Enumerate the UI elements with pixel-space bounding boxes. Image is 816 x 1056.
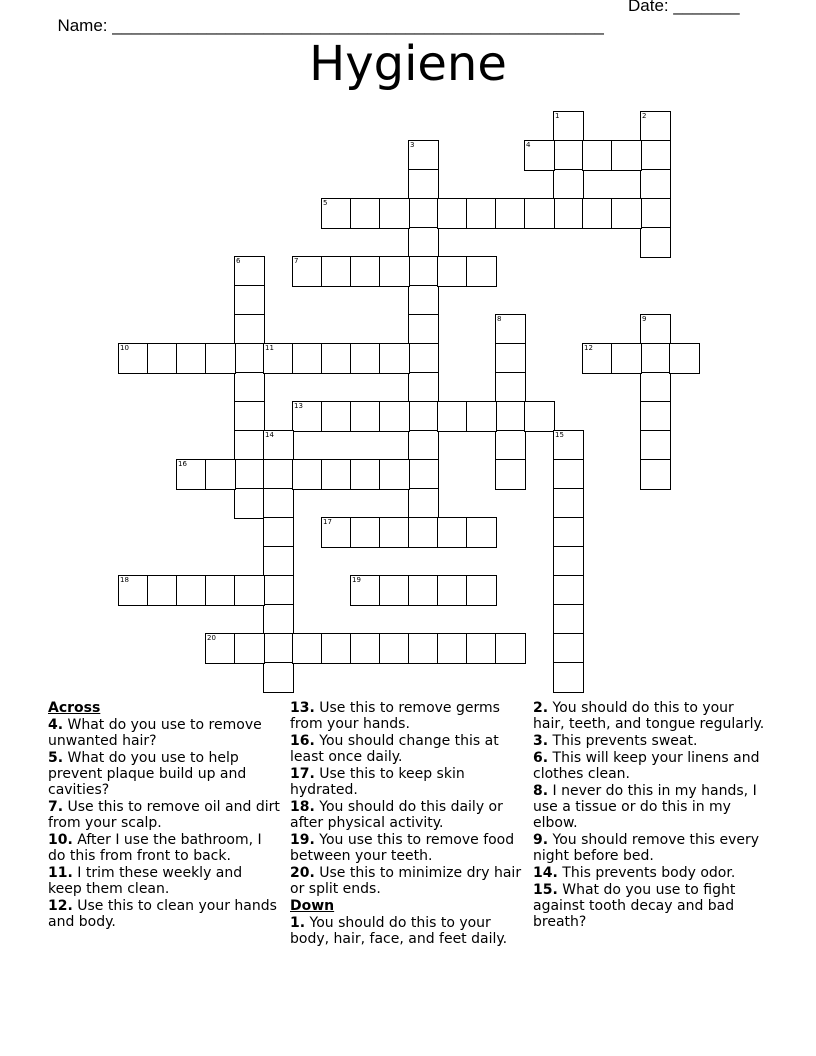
clue-across-16: 16. You should change this at least once daily.	[290, 733, 499, 765]
grid-cell[interactable]	[495, 459, 526, 490]
grid-cell[interactable]	[234, 343, 265, 374]
grid-cell[interactable]	[495, 314, 526, 345]
clue-number: 16	[178, 460, 187, 468]
grid-cell[interactable]	[466, 198, 497, 229]
grid-cell[interactable]	[379, 343, 410, 374]
grid-cell[interactable]	[147, 575, 178, 606]
grid-cell[interactable]	[640, 459, 671, 490]
grid-cell[interactable]	[524, 198, 555, 229]
grid-cell[interactable]	[350, 459, 381, 490]
grid-cell[interactable]	[379, 401, 410, 432]
clue-across-13: 13. Use this to remove germs from your hands.	[290, 700, 500, 732]
grid-cell[interactable]	[553, 604, 584, 635]
grid-cell[interactable]	[611, 140, 642, 171]
clue-column-3	[533, 700, 765, 931]
grid-cell[interactable]	[640, 111, 671, 142]
clue-number: 12	[584, 344, 593, 352]
grid-cell[interactable]	[408, 633, 439, 664]
grid-cell[interactable]	[408, 430, 439, 461]
grid-cell[interactable]	[495, 401, 526, 432]
grid-cell[interactable]	[495, 343, 526, 374]
grid-cell[interactable]	[466, 575, 497, 606]
grid-cell[interactable]	[553, 198, 584, 229]
grid-cell[interactable]	[118, 575, 149, 606]
clue-column-1	[48, 700, 280, 931]
clue-number: 9	[642, 315, 647, 323]
clue-across-19: 19. You use this to remove food between your teeth.	[290, 832, 515, 864]
grid-cell[interactable]	[495, 198, 526, 229]
grid-cell[interactable]	[495, 372, 526, 403]
grid-cell[interactable]	[379, 517, 410, 548]
grid-cell[interactable]	[553, 662, 584, 693]
grid-cell[interactable]	[292, 343, 323, 374]
clue-number: 13	[294, 402, 303, 410]
grid-cell[interactable]	[640, 430, 671, 461]
grid-cell[interactable]	[263, 517, 294, 548]
clue-number: 18	[120, 576, 129, 584]
grid-cell[interactable]	[495, 633, 526, 664]
grid-cell[interactable]	[234, 488, 265, 519]
clue-down-6: 6. This will keep your linens and clothes clean.	[533, 750, 760, 782]
grid-cell[interactable]	[292, 401, 323, 432]
grid-cell[interactable]	[553, 546, 584, 577]
grid-cell[interactable]	[553, 111, 584, 142]
grid-cell[interactable]	[408, 140, 439, 171]
grid-cell[interactable]	[466, 517, 497, 548]
grid-cell[interactable]	[553, 430, 584, 461]
grid-cell[interactable]	[553, 140, 584, 171]
grid-cell[interactable]	[408, 227, 439, 258]
grid-cell[interactable]	[437, 401, 468, 432]
clue-number: 4	[526, 141, 531, 149]
grid-cell[interactable]	[466, 633, 497, 664]
grid-cell[interactable]	[379, 198, 410, 229]
grid-cell[interactable]	[524, 401, 555, 432]
grid-cell[interactable]	[379, 256, 410, 287]
clue-number: 8	[497, 315, 502, 323]
grid-cell[interactable]	[640, 227, 671, 258]
clue-down-14: 14. This prevents body odor.	[533, 865, 736, 881]
clue-number: 20	[207, 634, 216, 642]
clue-number: 19	[352, 576, 361, 584]
grid-cell[interactable]	[292, 256, 323, 287]
grid-cell[interactable]	[205, 633, 236, 664]
grid-cell[interactable]	[263, 662, 294, 693]
grid-cell[interactable]	[553, 169, 584, 200]
grid-cell[interactable]	[234, 256, 265, 287]
grid-cell[interactable]	[321, 198, 352, 229]
down-heading: Down	[290, 898, 335, 914]
grid-cell[interactable]	[234, 285, 265, 316]
date-label: Date: _______	[628, 0, 740, 15]
clue-number: 2	[642, 112, 647, 120]
grid-cell[interactable]	[176, 343, 207, 374]
clue-down-8: 8. I never do this in my hands, I use a tissue or do this in my elbow.	[533, 783, 757, 831]
grid-cell[interactable]	[234, 401, 265, 432]
grid-cell[interactable]	[350, 633, 381, 664]
grid-cell[interactable]	[408, 575, 439, 606]
grid-cell[interactable]	[611, 198, 642, 229]
grid-cell[interactable]	[437, 256, 468, 287]
grid-cell[interactable]	[408, 517, 439, 548]
grid-cell[interactable]	[147, 343, 178, 374]
grid-cell[interactable]	[640, 401, 671, 432]
grid-cell[interactable]	[321, 517, 352, 548]
grid-cell[interactable]	[582, 198, 613, 229]
grid-cell[interactable]	[408, 459, 439, 490]
grid-cell[interactable]	[234, 633, 265, 664]
grid-cell[interactable]	[234, 459, 265, 490]
grid-cell[interactable]	[234, 372, 265, 403]
clue-column-2	[290, 700, 522, 948]
grid-cell[interactable]	[321, 633, 352, 664]
grid-cell[interactable]	[466, 401, 497, 432]
across-heading: Across	[48, 700, 101, 716]
grid-cell[interactable]	[408, 285, 439, 316]
grid-cell[interactable]	[553, 459, 584, 490]
grid-cell[interactable]	[205, 343, 236, 374]
grid-cell[interactable]	[640, 198, 671, 229]
grid-cell[interactable]	[263, 343, 294, 374]
grid-cell[interactable]	[263, 546, 294, 577]
clue-across-5: 5. What do you use to help prevent plaque build up and cavities?	[48, 750, 247, 798]
grid-cell[interactable]	[640, 314, 671, 345]
grid-cell[interactable]	[611, 343, 642, 374]
clue-across-20: 20. Use this to minimize dry hair or split ends.	[290, 865, 522, 897]
grid-cell[interactable]	[321, 401, 352, 432]
grid-cell[interactable]	[176, 575, 207, 606]
grid-cell[interactable]	[263, 488, 294, 519]
clue-down-9: 9. You should remove this every night before bed.	[533, 832, 760, 864]
clue-number: 15	[555, 431, 564, 439]
grid-cell[interactable]	[408, 372, 439, 403]
clue-across-12: 12. Use this to clean your hands and body.	[48, 898, 277, 930]
grid-cell[interactable]	[234, 314, 265, 345]
grid-cell[interactable]	[408, 314, 439, 345]
grid-cell[interactable]	[408, 343, 439, 374]
grid-cell[interactable]	[582, 343, 613, 374]
clue-down-15: 15. What do you use to fight against tooth decay and bad breath?	[533, 882, 736, 930]
clue-across-11: 11. I trim these weekly and keep them clean.	[48, 865, 243, 897]
grid-cell[interactable]	[582, 140, 613, 171]
clue-number: 6	[236, 257, 241, 265]
clue-across-17: 17. Use this to keep skin hydrated.	[290, 766, 465, 798]
clue-across-7: 7. Use this to remove oil and dirt from your scalp.	[48, 799, 280, 831]
grid-cell[interactable]	[524, 140, 555, 171]
grid-cell[interactable]	[408, 169, 439, 200]
clue-number: 1	[555, 112, 560, 120]
grid-cell[interactable]	[408, 198, 439, 229]
grid-cell[interactable]	[640, 140, 671, 171]
grid-cell[interactable]	[118, 343, 149, 374]
grid-cell[interactable]	[553, 633, 584, 664]
clue-number: 7	[294, 257, 299, 265]
grid-cell[interactable]	[553, 575, 584, 606]
grid-cell[interactable]	[350, 575, 381, 606]
grid-cell[interactable]	[176, 459, 207, 490]
grid-cell[interactable]	[292, 633, 323, 664]
grid-cell[interactable]	[437, 633, 468, 664]
grid-cell[interactable]	[379, 633, 410, 664]
grid-cell[interactable]	[321, 459, 352, 490]
grid-cell[interactable]	[292, 459, 323, 490]
grid-cell[interactable]	[350, 517, 381, 548]
grid-cell[interactable]	[408, 488, 439, 519]
clue-number: 3	[410, 141, 415, 149]
clue-across-18: 18. You should do this daily or after physical activity.	[290, 799, 503, 831]
grid-cell[interactable]	[350, 401, 381, 432]
name-label: Name: ____________________________________________________	[57, 16, 604, 35]
grid-cell[interactable]	[408, 256, 439, 287]
grid-cell[interactable]	[669, 343, 700, 374]
clue-across-4: 4. What do you use to remove unwanted hair?	[48, 717, 262, 749]
grid-cell[interactable]	[379, 459, 410, 490]
grid-cell[interactable]	[408, 401, 439, 432]
clue-number: 10	[120, 344, 129, 352]
grid-cell[interactable]	[263, 459, 294, 490]
clue-number: 5	[323, 199, 328, 207]
grid-cell[interactable]	[437, 517, 468, 548]
grid-cell[interactable]	[205, 575, 236, 606]
grid-cell[interactable]	[350, 256, 381, 287]
clue-down-1: 1. You should do this to your body, hair, face, and feet daily.	[290, 915, 508, 947]
grid-cell[interactable]	[495, 430, 526, 461]
grid-cell[interactable]	[553, 517, 584, 548]
clue-across-10: 10. After I use the bathroom, I do this from front to back.	[48, 832, 262, 864]
grid-cell[interactable]	[205, 459, 236, 490]
grid-cell[interactable]	[350, 343, 381, 374]
grid-cell[interactable]	[437, 198, 468, 229]
grid-cell[interactable]	[263, 430, 294, 461]
grid-cell[interactable]	[553, 488, 584, 519]
page-title: Hygiene	[309, 36, 507, 92]
grid-cell[interactable]	[321, 256, 352, 287]
clue-number: 14	[265, 431, 274, 439]
clue-down-3: 3. This prevents sweat.	[533, 733, 698, 749]
clue-number: 11	[265, 344, 274, 352]
grid-cell[interactable]	[234, 575, 265, 606]
grid-cell[interactable]	[437, 575, 468, 606]
grid-cell[interactable]	[263, 604, 294, 635]
grid-cell[interactable]	[640, 169, 671, 200]
clue-number: 17	[323, 518, 332, 526]
grid-cell[interactable]	[321, 343, 352, 374]
grid-cell[interactable]	[263, 575, 294, 606]
grid-cell[interactable]	[466, 256, 497, 287]
grid-cell[interactable]	[234, 430, 265, 461]
grid-cell[interactable]	[640, 372, 671, 403]
grid-cell[interactable]	[379, 575, 410, 606]
grid-cell[interactable]	[350, 198, 381, 229]
grid-cell[interactable]	[640, 343, 671, 374]
grid-cell[interactable]	[263, 633, 294, 664]
clue-down-2: 2. You should do this to your hair, teeth, and tongue regularly.	[533, 700, 765, 732]
